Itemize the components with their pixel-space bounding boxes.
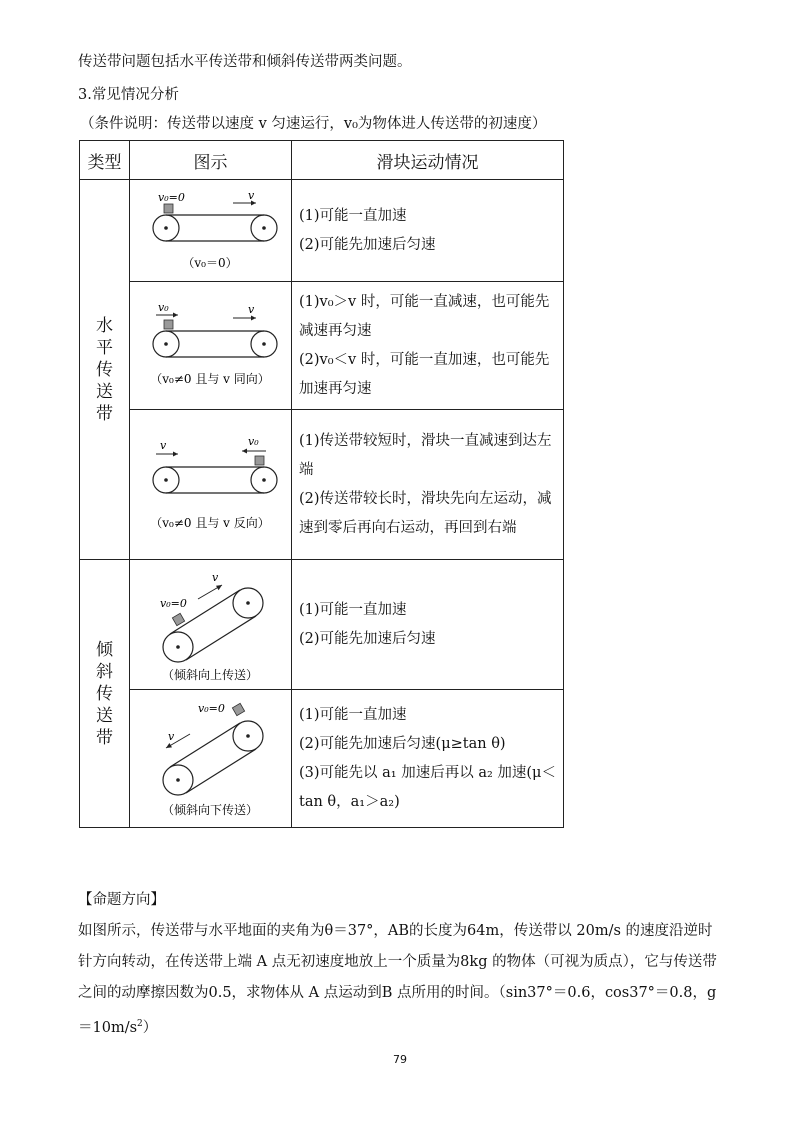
header-type: 类型	[80, 141, 130, 180]
figure-cell	[130, 410, 292, 560]
svg-text:v: v	[248, 302, 255, 316]
table-row	[80, 282, 564, 410]
problem-heading: 【命题方向】	[78, 892, 165, 908]
category-horizontal: 水 平 传 送 带	[80, 180, 130, 560]
section-heading: 3.常见情况分析	[78, 87, 179, 103]
svg-text:v₀: v₀	[158, 300, 169, 314]
motion-description: (1)v₀＞v 时，可能一直减速，也可能先减速再匀速 (2)v₀＜v 时，可能一直加速，也可能先加速再匀速	[292, 282, 564, 410]
svg-text:v: v	[160, 438, 167, 452]
svg-text:v₀=0: v₀=0	[198, 701, 225, 715]
inclined-up-belt-diagram	[130, 563, 290, 687]
table-row	[80, 690, 564, 828]
table-row	[80, 560, 564, 690]
svg-text:v₀=0: v₀=0	[158, 190, 185, 204]
figure-cell	[130, 282, 292, 410]
horizontal-belt-diagram	[130, 181, 290, 281]
inclined-down-belt-diagram	[130, 694, 290, 824]
figure-cell	[130, 180, 292, 282]
figure-cell	[130, 560, 292, 690]
header-motion: 滑块运动情况	[292, 141, 564, 180]
svg-text:v₀=0: v₀=0	[160, 596, 187, 610]
svg-text:v: v	[168, 729, 175, 743]
svg-text:v₀: v₀	[248, 434, 259, 448]
motion-description: (1)可能一直加速 (2)可能先加速后匀速	[292, 180, 564, 282]
svg-text:（v₀≠0 且与 v 反向）: （v₀≠0 且与 v 反向）	[150, 515, 270, 530]
svg-text:（倾斜向下传送）: （倾斜向下传送）	[161, 802, 259, 817]
horizontal-belt-diagram	[130, 291, 290, 401]
svg-text:（v₀≠0 且与 v 同向）: （v₀≠0 且与 v 同向）	[150, 371, 270, 386]
table-row	[80, 410, 564, 560]
motion-description: (1)可能一直加速 (2)可能先加速后匀速	[292, 560, 564, 690]
table-row	[80, 180, 564, 282]
svg-text:（v₀＝0）: （v₀＝0）	[182, 255, 238, 270]
svg-text:v: v	[212, 570, 219, 584]
motion-description: (1)可能一直加速 (2)可能先加速后匀速(μ≥tan θ) (3)可能先以 a₁ 加速后再以 a₂ 加速(μ＜tan θ，a₁＞a₂)	[292, 690, 564, 828]
problem-text: 如图所示，传送带与水平地面的夹角为θ＝37°，AB的长度为64m，传送带以 20m/s 的速度沿逆时针方向转动，在传送带上端 A 点无初速度地放上一个质量为8kg 的物体（可视为质点），它与传送带之间的动摩擦因数为0.5，求物体从 A 点运动到B 点所用的时间。（sin37°＝0.6，cos37°＝0.8，$g=10m/s^2$）	[78, 923, 717, 1036]
intro-line: 传送带问题包括水平传送带和倾斜传送带两类问题。	[78, 54, 412, 70]
svg-text:（倾斜向上传送）: （倾斜向上传送）	[161, 667, 259, 682]
motion-description: (1)传送带较短时，滑块一直减速到达左端 (2)传送带较长时，滑块先向左运动，减速到零后再向右运动，再回到右端	[292, 410, 564, 560]
category-inclined: 倾 斜 传 送 带	[80, 560, 130, 828]
conveyor-table	[79, 140, 564, 828]
figure-cell	[130, 690, 292, 828]
horizontal-belt-diagram	[130, 425, 290, 545]
svg-text:v: v	[248, 188, 255, 202]
header-figure: 图示	[130, 141, 292, 180]
page-number: 79	[393, 1053, 407, 1066]
condition-note: （条件说明：传送带以速度 v 匀速运行，v₀为物体进人传送带的初速度）	[80, 116, 547, 132]
table-header-row	[80, 141, 564, 180]
